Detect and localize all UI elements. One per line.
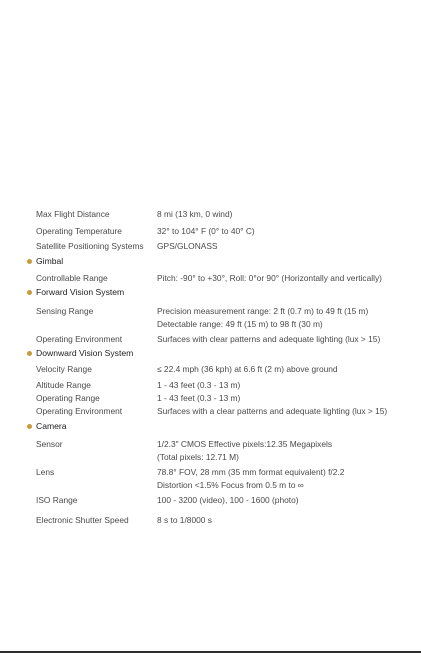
spec-label: ISO Range bbox=[36, 495, 78, 505]
section-title: Downward Vision System bbox=[36, 348, 134, 358]
spec-value-multiline bbox=[157, 305, 368, 331]
spec-label: Altitude Range bbox=[36, 380, 91, 390]
spec-value-line: Detectable range: 49 ft (15 m) to 98 ft (30 m) bbox=[157, 319, 323, 329]
spec-value: 8 s to 1/8000 s bbox=[157, 515, 212, 525]
bullet-icon bbox=[27, 259, 32, 264]
spec-row-sensing-range bbox=[0, 305, 421, 335]
section-title: Forward Vision System bbox=[36, 287, 125, 297]
spec-value: 100 - 3200 (video), 100 - 1600 (photo) bbox=[157, 495, 299, 505]
spec-value-line: (Total pixels: 12.71 M) bbox=[157, 452, 239, 462]
spec-value-line: 78.8° FOV, 28 mm (35 mm format equivalent) f/2.2 bbox=[157, 467, 345, 477]
spec-value-multiline bbox=[157, 466, 344, 492]
spec-label: Operating Temperature bbox=[36, 226, 122, 236]
spec-label: Satellite Positioning Systems bbox=[36, 241, 144, 251]
section-title: Gimbal bbox=[36, 256, 64, 266]
section-heading-camera bbox=[36, 420, 67, 433]
spec-value-line: Precision measurement range: 2 ft (0.7 m) to 49 ft (15 m) bbox=[157, 306, 369, 316]
bullet-icon bbox=[27, 424, 32, 429]
spec-value-line: Distortion <1.5% Focus from 0.5 m to ∞ bbox=[157, 480, 304, 490]
spec-value-line: 1/2.3" CMOS Effective pixels:12.35 Megapixels bbox=[157, 439, 333, 449]
section-heading-downward-vision bbox=[36, 347, 133, 360]
spec-label: Max Flight Distance bbox=[36, 209, 110, 219]
spec-label: Operating Range bbox=[36, 393, 100, 403]
spec-value: Surfaces with clear patterns and adequate lighting (lux > 15) bbox=[157, 334, 381, 344]
spec-value: ≤ 22.4 mph (36 kph) at 6.6 ft (2 m) above ground bbox=[157, 364, 338, 374]
spec-value: 1 - 43 feet (0.3 - 13 m) bbox=[157, 393, 241, 403]
spec-label: Controllable Range bbox=[36, 273, 108, 283]
section-heading-forward-vision bbox=[36, 286, 124, 299]
spec-row-lens bbox=[0, 466, 421, 496]
spec-label: Sensing Range bbox=[36, 306, 94, 316]
bullet-icon bbox=[27, 290, 32, 295]
spec-value-multiline bbox=[157, 438, 332, 464]
section-heading-gimbal bbox=[36, 255, 63, 268]
spec-value: 1 - 43 feet (0.3 - 13 m) bbox=[157, 380, 241, 390]
bullet-icon bbox=[27, 351, 32, 356]
spec-value: GPS/GLONASS bbox=[157, 241, 218, 251]
section-title: Camera bbox=[36, 421, 67, 431]
spec-label: Lens bbox=[36, 467, 55, 477]
spec-label: Velocity Range bbox=[36, 364, 92, 374]
spec-value: Pitch: -90° to +30°, Roll: 0°or 90° (Horizontally and vertically) bbox=[157, 273, 382, 283]
spec-label: Electronic Shutter Speed bbox=[36, 515, 129, 525]
spec-value: Surfaces with a clear patterns and adequate lighting (lux > 15) bbox=[157, 406, 388, 416]
spec-label: Sensor bbox=[36, 439, 63, 449]
spec-value: 8 mi (13 km, 0 wind) bbox=[157, 209, 233, 219]
spec-value: 32° to 104° F (0° to 40° C) bbox=[157, 226, 255, 236]
spec-label: Operating Environment bbox=[36, 406, 123, 416]
spec-label: Operating Environment bbox=[36, 334, 123, 344]
spec-row-sensor bbox=[0, 438, 421, 468]
